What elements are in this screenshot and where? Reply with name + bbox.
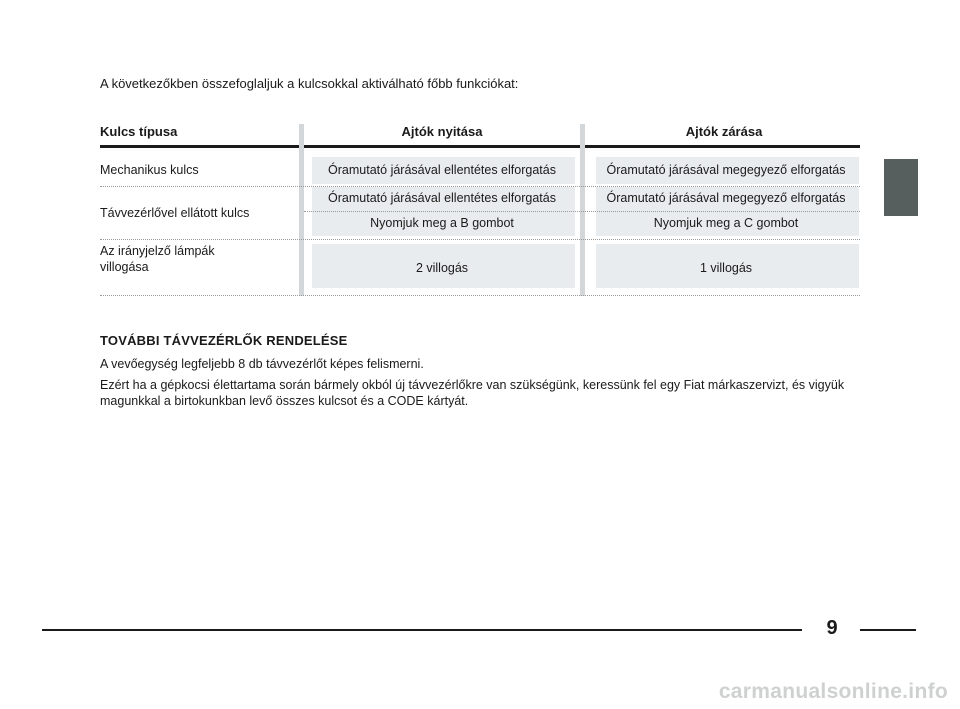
column-separator (299, 124, 304, 296)
cell-open-remote-button: Nyomjuk meg a B gombot (370, 216, 514, 230)
header-key-type: Kulcs típusa (100, 124, 178, 139)
watermark-text: carmanualsonline.info (718, 680, 948, 703)
section-paragraph: Ezért ha a gépkocsi élettartama során bármely okból új távvezérlőkre van szükségünk, keressünk fel egy Fiat márkaszervizt, és vigyük magunkkal a birtokunkban levő összes kulcsot és a CODE kártyát. (100, 378, 845, 408)
cell-open-mechanical: Óramutató járásával ellentétes elforgatás (328, 163, 556, 177)
cell-close-mechanical: Óramutató járásával megegyező elforgatás (606, 163, 846, 177)
table-bottom-rule (100, 295, 860, 296)
chapter-tab (884, 159, 918, 216)
header-doors-close: Ajtók zárása (685, 124, 763, 139)
row-label-remote-key: Távvezérlővel ellátott kulcs (100, 206, 250, 220)
cell-close-remote-rotate: Óramutató járásával megegyező elforgatás (606, 191, 846, 205)
cell-open-flashes: 2 villogás (415, 261, 469, 275)
section-title: TOVÁBBI TÁVVEZÉRLŐK RENDELÉSE (100, 333, 348, 348)
cell-close-remote-button: Nyomjuk meg a C gombot (653, 216, 799, 230)
cell-close-flashes: 1 villogás (699, 261, 753, 275)
intro-text: A következőkben összefoglaljuk a kulcsokkal aktiválható főbb funkciókat: (100, 76, 519, 91)
row-divider (100, 239, 860, 240)
cell-open-remote-rotate: Óramutató járásával ellentétes elforgatás (328, 191, 556, 205)
section-paragraph: A vevőegység legfeljebb 8 db távvezérlőt képes felismerni. (100, 357, 424, 371)
header-doors-open: Ajtók nyitása (401, 124, 483, 139)
watermark (0, 680, 960, 702)
row-label-indicators-line2: villogása (100, 260, 149, 274)
page-number: 9 (826, 617, 838, 639)
table-header-rule (100, 145, 860, 148)
footer-rule (42, 629, 802, 631)
cell-divider (304, 211, 860, 212)
footer-rule (860, 629, 916, 631)
column-separator (580, 124, 585, 296)
row-label-mechanical-key: Mechanikus kulcs (100, 163, 199, 177)
row-label-indicators-line1: Az irányjelző lámpák (100, 244, 215, 258)
